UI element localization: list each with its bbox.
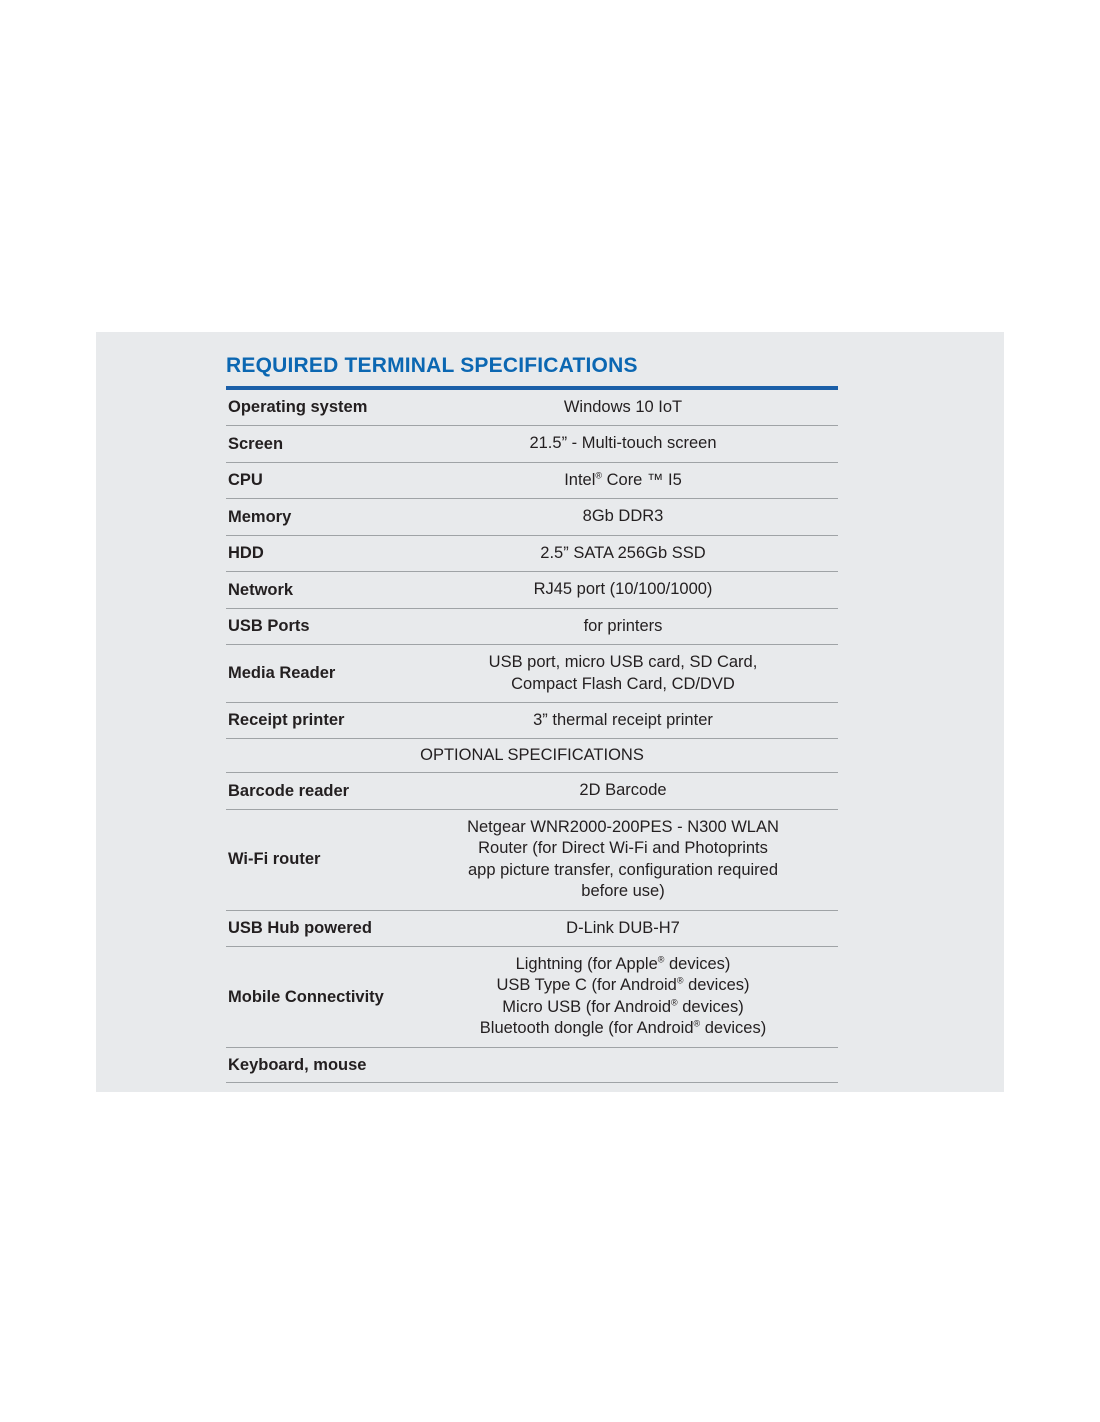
table-row (226, 947, 838, 1048)
spec-label: CPU (228, 471, 263, 490)
spec-label: Receipt printer (228, 711, 345, 730)
spec-label: Mobile Connectivity (228, 987, 384, 1006)
spec-label: Screen (228, 434, 284, 453)
spec-label: Memory (228, 507, 292, 526)
spec-label: Barcode reader (228, 781, 350, 800)
table-body (226, 390, 838, 1083)
spec-value: 2D Barcode (579, 781, 667, 800)
spec-value: 8Gb DDR3 (582, 507, 664, 526)
table-row (226, 645, 838, 703)
table-row (226, 572, 838, 608)
table-row (226, 773, 838, 809)
spec-value: USB port, micro USB card, SD Card, Compact Flash Card, CD/DVD (488, 653, 758, 693)
spec-value: Lightning (for Apple® devices) USB Type C (for Android® devices) Micro USB (for Android® devices) Bluetooth dongle (for Android® devices) (479, 954, 767, 1038)
spec-value: D-Link DUB-H7 (566, 918, 680, 937)
spec-label: HDD (228, 544, 264, 563)
spec-label: Keyboard, mouse (228, 1055, 367, 1074)
specifications-table (226, 390, 838, 1083)
section-header: OPTIONAL SPECIFICATIONS (420, 746, 644, 765)
spec-value: for printers (583, 616, 663, 635)
table-row (226, 702, 838, 738)
spec-label: Wi-Fi router (228, 850, 321, 869)
spec-label: Network (228, 580, 294, 599)
table-row (226, 426, 838, 462)
table-row (226, 462, 838, 498)
spec-value: 2.5” SATA 256Gb SSD (540, 543, 706, 562)
table-row (226, 608, 838, 644)
table-row (226, 910, 838, 946)
spec-value: Netgear WNR2000-200PES - N300 WLAN Router (for Direct Wi-Fi and Photoprints app picture transfer, configuration required before use) (467, 817, 779, 901)
table-row (226, 535, 838, 571)
section-header-row (226, 739, 838, 773)
table-row (226, 1047, 838, 1083)
spec-value (408, 1047, 838, 1083)
table-row (226, 390, 838, 426)
spec-label: Operating system (228, 398, 368, 417)
table-row (226, 809, 838, 910)
table-row (226, 499, 838, 535)
spec-value: RJ45 port (10/100/1000) (533, 580, 713, 599)
spec-label: USB Hub powered (228, 918, 372, 937)
spec-value: 3” thermal receipt printer (533, 710, 713, 729)
panel-content (226, 354, 838, 1083)
spec-value: 21.5” - Multi-touch screen (529, 434, 717, 453)
spec-label: Media Reader (228, 664, 336, 683)
specifications-panel (96, 332, 1004, 1092)
spec-value: Intel® Core ™ I5 (564, 470, 682, 489)
spec-label: USB Ports (228, 617, 310, 636)
spec-value: Windows 10 IoT (563, 398, 683, 416)
page-title: REQUIRED TERMINAL SPECIFICATIONS (226, 354, 638, 377)
